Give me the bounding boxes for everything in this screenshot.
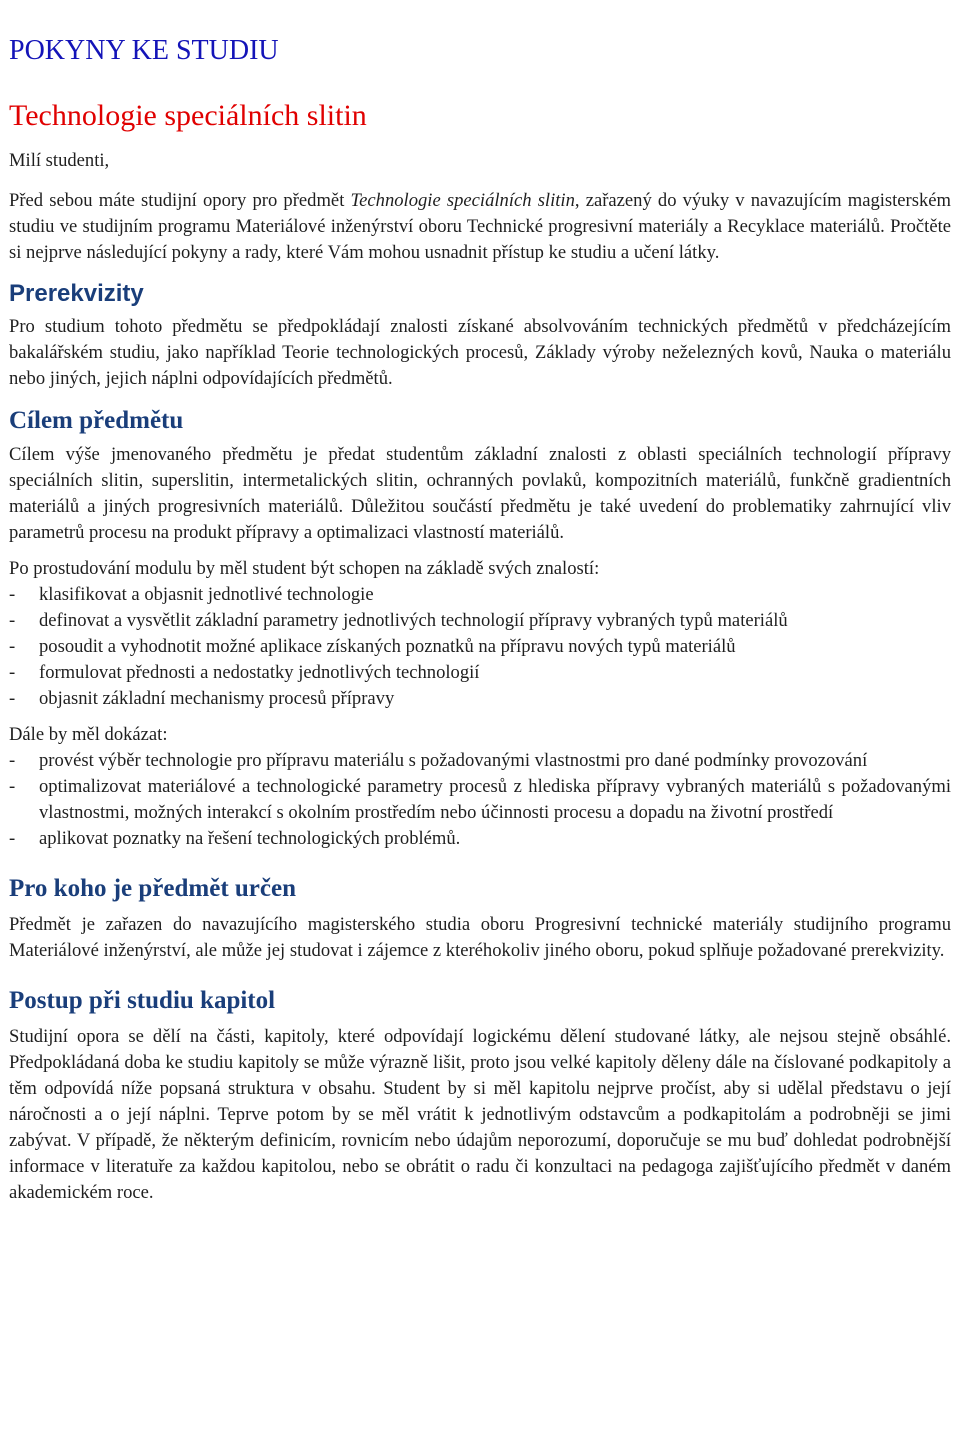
- outcomes-intro: Po prostudování modulu by měl student být schopen na základě svých znalostí:: [9, 558, 600, 580]
- prerequisites-heading: Prerekvizity: [9, 279, 144, 307]
- list-item: - posoudit a vyhodnotit možné aplikace získaných poznatků na přípravu nových typů materiálů: [9, 634, 951, 660]
- list-item: - klasifikovat a objasnit jednotlivé technologie: [9, 582, 951, 608]
- goal-text: Cílem výše jmenovaného předmětu je předat studentům základní znalosti z oblasti speciálních technologií přípravy speciálních slitin, superslitin, intermetalických slitin, ochranných povlaků, kompozitních materiálů, funkčně gradientních materiálů a jiných progresivních materiálů. Důležitou součástí předmětu je také uvedení do problematiky zahrnující vliv parametrů procesu na produkt přípravy a optimalizaci vlastností materiálů.: [9, 444, 951, 544]
- intro-paragraph: [9, 188, 951, 266]
- procedure-text: Studijní opora se dělí na části, kapitoly, které odpovídají logickému dělení studované látky, ale nejsou stejně obsáhlé. Předpokládaná doba ke studiu kapitoly se může výrazně lišit, proto jsou velké kapitoly děleny dále na číslované podkapitoly a těm odpovídá níže popsaná struktura v obsahu. Student by si měl kapitolu nejprve pročíst, aby si udělal představu o její náročnosti a o její náplni. Teprve potom by se měl vrátit k jednotlivým odstavcům a podkapitolám a podrobněji se jimi zabývat. V případě, že některým definicím, rovnicím nebo údajům neporozumí, doporučuje se mu buď dohledat podrobnější informace v literatuře za každou kapitolou, nebo se obrátit o radu či konzultaci na pedagoga zajišťujícího předmět v daném akademickém roce.: [9, 1026, 951, 1204]
- subject-title: Technologie speciálních slitin: [9, 98, 367, 132]
- intro-text-start: Před sebou máte studijní opory pro předmět: [9, 189, 351, 211]
- audience-text: Předmět je zařazen do navazujícího magisterského studia oboru Progresivní technické materiály studijního programu Materiálové inženýrství, ale může jej studovat i zájemce z kteréhokoliv jiného oboru, pokud splňuje požadované prerekvizity.: [9, 914, 951, 962]
- list-item: - formulovat přednosti a nedostatky jednotlivých technologií: [9, 660, 951, 686]
- list-item: - definovat a vysvětlit základní parametry jednotlivých technologií přípravy vybraných typů materiálů: [9, 608, 951, 634]
- list-item: - provést výběr technologie pro přípravu materiálu s požadovanými vlastnostmi pro dané podmínky provozování: [9, 748, 951, 774]
- list-item: - objasnit základní mechanismy procesů přípravy: [9, 686, 951, 712]
- greeting: Milí studenti,: [9, 149, 110, 171]
- goal-heading: Cílem předmětu: [9, 407, 184, 435]
- intro-text-end: , zařazený do výuky v navazujícím magisterském studiu ve studijním programu Materiálové inženýrství oboru Technické progresivní materiály a Recyklace materiálů. Pročtěte si nejprve následující pokyny a rady, které Vám mohou usnadnit přístup ke studiu a učení látky.: [9, 189, 951, 263]
- intro-subject-name: Technologie speciálních slitin: [350, 189, 575, 211]
- procedure-heading: Postup při studiu kapitol: [9, 987, 276, 1015]
- audience-heading: Pro koho je předmět určen: [9, 875, 296, 903]
- prerequisites-text: Pro studium tohoto předmětu se předpokládají znalosti získané absolvováním technických předmětů v předcházejícím bakalářském studiu, jako například Teorie technologických procesů, Základy výroby neželezných kovů, Nauka o materiálu nebo jiných, jejich náplni odpovídajících předmětů.: [9, 316, 951, 390]
- skills-intro: Dále by měl dokázat:: [9, 724, 168, 746]
- document-title: POKYNY KE STUDIU: [9, 35, 279, 66]
- list-item: - optimalizovat materiálové a technologické parametry procesů z hlediska přípravy vybraných materiálů s požadovanými vlastnostmi, možných interakcí s okolním prostředím nebo účinnosti procesu a dopadu na životní prostředí: [9, 774, 951, 826]
- outcomes-list: [9, 582, 951, 712]
- skills-list: [9, 748, 951, 852]
- list-item: - aplikovat poznatky na řešení technologických problémů.: [9, 826, 951, 852]
